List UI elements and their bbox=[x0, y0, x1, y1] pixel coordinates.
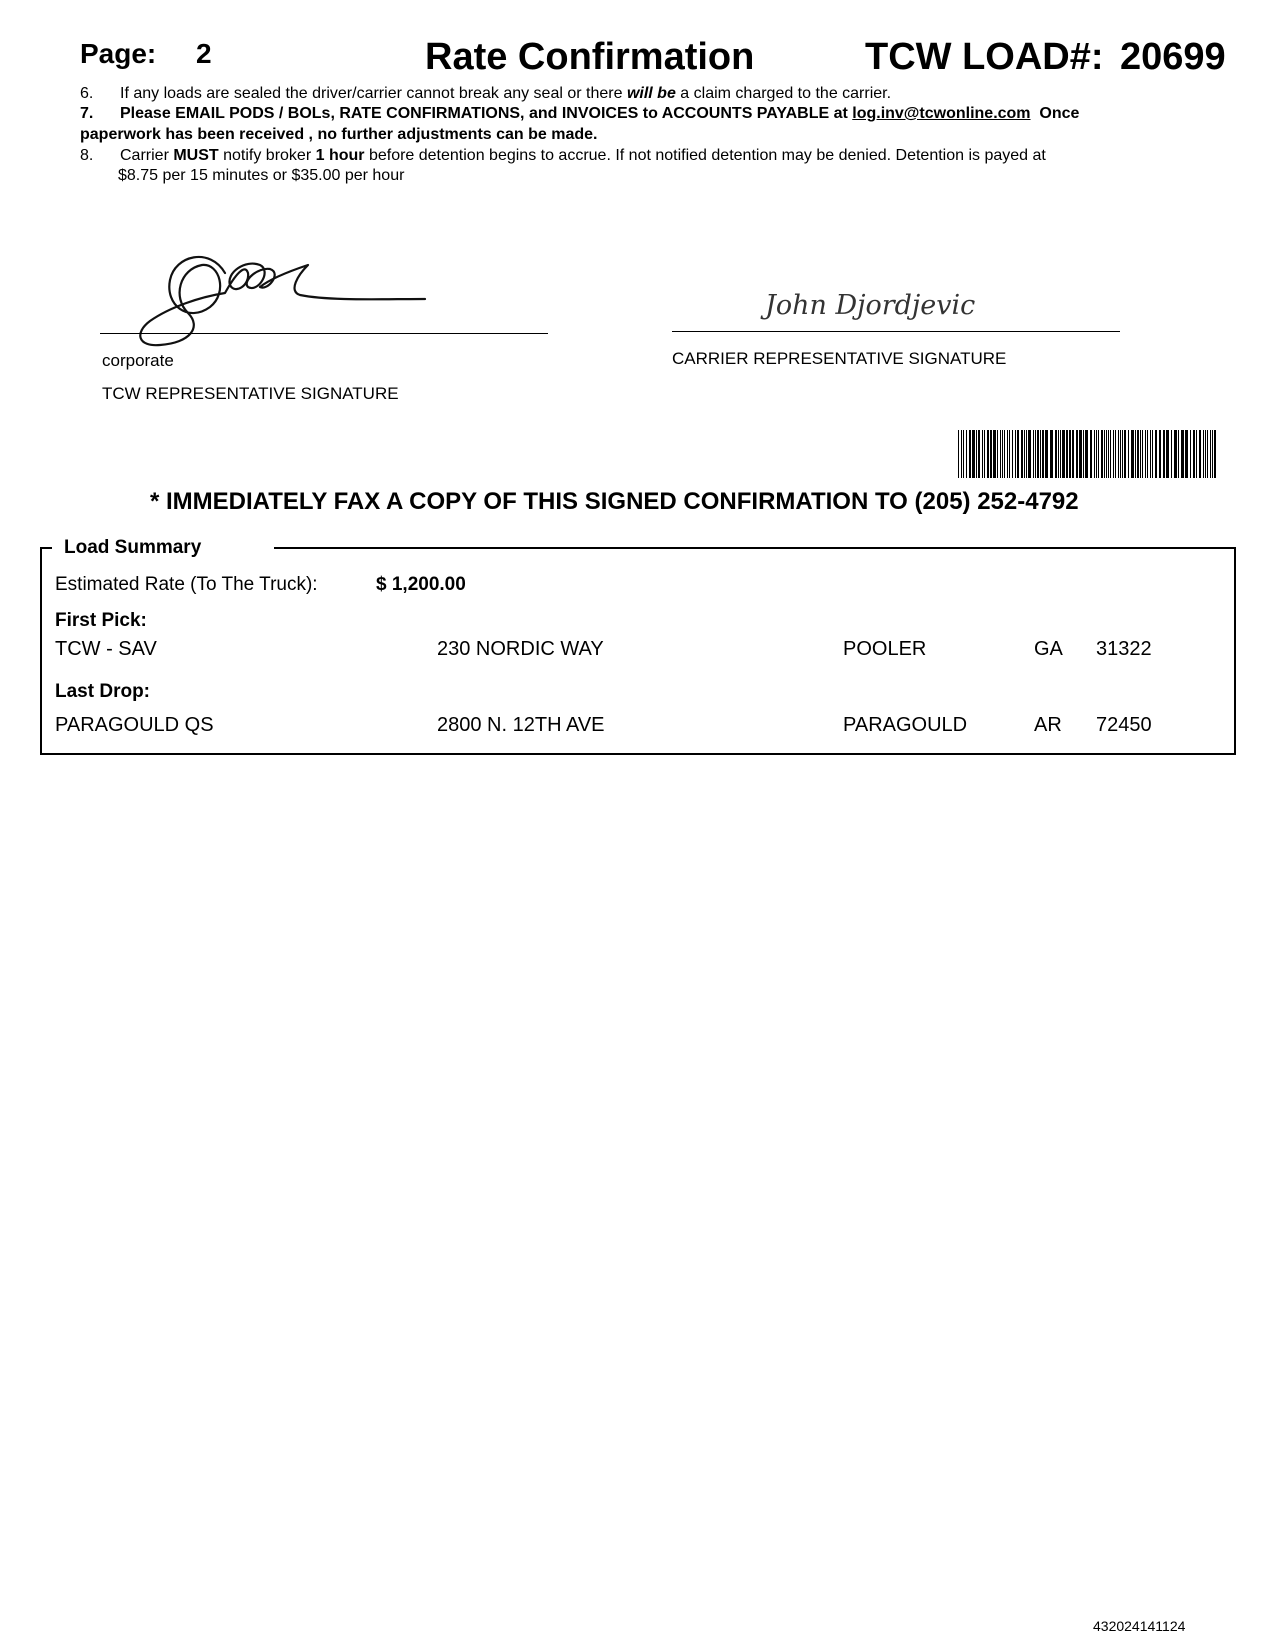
term-8-line2: $8.75 per 15 minutes or $35.00 per hour bbox=[118, 167, 405, 184]
term-8-text-b: notify broker bbox=[218, 147, 316, 164]
barcode-bar bbox=[1076, 430, 1078, 478]
barcode-bar bbox=[1009, 430, 1010, 478]
carrier-signature-label: CARRIER REPRESENTATIVE SIGNATURE bbox=[672, 349, 1007, 368]
barcode-bar bbox=[1055, 430, 1057, 478]
barcode-bar bbox=[1017, 430, 1019, 478]
term-7-number: 7. bbox=[80, 105, 94, 122]
first-pick-label: First Pick: bbox=[55, 610, 147, 631]
barcode-bar bbox=[1122, 430, 1123, 478]
barcode-bar bbox=[1050, 430, 1053, 478]
barcode-bar bbox=[1120, 430, 1121, 478]
barcode-bar bbox=[1190, 430, 1191, 478]
barcode-bar bbox=[1131, 430, 1134, 478]
barcode-bar bbox=[1118, 430, 1119, 478]
footer-document-code: 432024141124 bbox=[1093, 1618, 1186, 1634]
last-drop-city: PARAGOULD bbox=[843, 714, 968, 736]
barcode-bar bbox=[1137, 430, 1139, 478]
barcode-image bbox=[958, 430, 1220, 478]
term-8-number: 8. bbox=[80, 147, 94, 164]
barcode-bar bbox=[1069, 430, 1071, 478]
barcode-bar bbox=[1015, 430, 1016, 478]
barcode-bar bbox=[982, 430, 983, 478]
barcode-bar bbox=[1193, 430, 1195, 478]
term-7-text-b: Once bbox=[1030, 105, 1080, 122]
barcode-bar bbox=[1110, 430, 1111, 478]
term-6-text-b: a claim charged to the carrier. bbox=[675, 85, 892, 102]
carrier-signature-image: John Djordjevic bbox=[765, 290, 976, 321]
barcode-bar bbox=[1135, 430, 1136, 478]
barcode-bar bbox=[1106, 430, 1107, 478]
barcode-bar bbox=[1024, 430, 1025, 478]
barcode-bar bbox=[978, 430, 980, 478]
last-drop-name: PARAGOULD QS bbox=[55, 714, 214, 736]
barcode-bar bbox=[1026, 430, 1027, 478]
term-8-hour: 1 hour bbox=[315, 147, 365, 164]
barcode-bar bbox=[1012, 430, 1013, 478]
barcode-bar bbox=[1196, 430, 1197, 478]
barcode-bar bbox=[1098, 430, 1099, 478]
barcode-bar bbox=[1060, 430, 1061, 478]
barcode-bar bbox=[1101, 430, 1103, 478]
barcode-bar bbox=[1185, 430, 1188, 478]
barcode-bar bbox=[1021, 430, 1023, 478]
barcode-bar bbox=[1058, 430, 1059, 478]
barcode-bar bbox=[972, 430, 975, 478]
barcode-bar bbox=[1147, 430, 1148, 478]
barcode-bar bbox=[1207, 430, 1208, 478]
barcode-bar bbox=[1062, 430, 1065, 478]
barcode-bar bbox=[1042, 430, 1044, 478]
barcode-bar bbox=[1171, 430, 1172, 478]
barcode-bar bbox=[1150, 430, 1151, 478]
barcode-bar bbox=[1163, 430, 1165, 478]
barcode-bar bbox=[963, 430, 964, 478]
barcode-bar bbox=[1159, 430, 1161, 478]
page-label: Page: bbox=[80, 38, 157, 69]
barcode-bar bbox=[1210, 430, 1211, 478]
carrier-signature-line bbox=[672, 331, 1120, 332]
barcode-bar bbox=[1166, 430, 1169, 478]
term-6-emphasis: will be bbox=[626, 85, 676, 102]
term-6-text-a: If any loads are sealed the driver/carrier cannot break any seal or there bbox=[120, 85, 627, 102]
barcode-bar bbox=[1002, 430, 1003, 478]
barcode-bar bbox=[969, 430, 971, 478]
barcode-bar bbox=[984, 430, 985, 478]
barcode-bar bbox=[1140, 430, 1141, 478]
barcode-bar bbox=[966, 430, 967, 478]
barcode-bar bbox=[1094, 430, 1095, 478]
barcode-bar bbox=[976, 430, 977, 478]
load-number: 20699 bbox=[1120, 36, 1226, 78]
estimated-rate-label: Estimated Rate (To The Truck): bbox=[55, 574, 318, 595]
barcode-bar bbox=[1124, 430, 1126, 478]
barcode-bar bbox=[1178, 430, 1179, 478]
term-8-must: MUST bbox=[173, 147, 219, 164]
term-6-text bbox=[120, 84, 891, 104]
barcode-bar bbox=[990, 430, 992, 478]
barcode-bar bbox=[987, 430, 989, 478]
tcw-signature-line bbox=[100, 333, 548, 334]
barcode-bar bbox=[1090, 430, 1092, 478]
last-drop-state: AR bbox=[1034, 714, 1062, 736]
barcode-bar bbox=[1037, 430, 1039, 478]
barcode-bar bbox=[1104, 430, 1105, 478]
barcode-bar bbox=[1000, 430, 1001, 478]
barcode-bar bbox=[961, 430, 962, 478]
barcode-bar bbox=[1004, 430, 1005, 478]
barcode-bar bbox=[1033, 430, 1034, 478]
barcode-bar bbox=[1181, 430, 1184, 478]
barcode-bar bbox=[1066, 430, 1068, 478]
barcode-bar bbox=[997, 430, 998, 478]
load-summary-title: Load Summary bbox=[64, 537, 202, 558]
barcode-bar bbox=[1212, 430, 1213, 478]
first-pick-zip: 31322 bbox=[1096, 638, 1152, 660]
last-drop-address: 2800 N. 12TH AVE bbox=[437, 714, 605, 736]
last-drop-label: Last Drop: bbox=[55, 681, 150, 702]
term-7-text-a: Please EMAIL PODS / BOLs, RATE CONFIRMATIONS, and INVOICES to ACCOUNTS PAYABLE at bbox=[120, 105, 853, 122]
barcode-bar bbox=[1083, 430, 1084, 478]
barcode-bar bbox=[1155, 430, 1157, 478]
barcode-bar bbox=[1007, 430, 1008, 478]
first-pick-city: POOLER bbox=[843, 638, 927, 660]
term-7-text bbox=[120, 104, 1079, 124]
barcode-bar bbox=[1113, 430, 1114, 478]
barcode-bar bbox=[1214, 430, 1216, 478]
first-pick-address: 230 NORDIC WAY bbox=[437, 638, 604, 660]
barcode-bar bbox=[1115, 430, 1116, 478]
term-8-text bbox=[120, 146, 1046, 166]
barcode-bar bbox=[1174, 430, 1177, 478]
tcw-signature-label: TCW REPRESENTATIVE SIGNATURE bbox=[102, 384, 399, 403]
fax-notice: * IMMEDIATELY FAX A COPY OF THIS SIGNED CONFIRMATION TO (205) 252-4792 bbox=[150, 488, 1079, 515]
first-pick-state: GA bbox=[1034, 638, 1063, 660]
document-title: Rate Confirmation bbox=[425, 36, 755, 78]
barcode-bar bbox=[1096, 430, 1097, 478]
term-8-text-a: Carrier bbox=[120, 147, 174, 164]
barcode-bar bbox=[1045, 430, 1048, 478]
barcode-bar bbox=[1028, 430, 1031, 478]
term-8-text-c: before detention begins to accrue. If not notified detention may be denied. Detention is payed at bbox=[364, 147, 1046, 164]
estimated-rate-value: $ 1,200.00 bbox=[376, 574, 466, 595]
barcode-bar bbox=[1128, 430, 1129, 478]
barcode-bar bbox=[1072, 430, 1074, 478]
barcode-bar bbox=[1203, 430, 1204, 478]
accounts-payable-email-link[interactable]: log.inv@tcwonline.com bbox=[852, 105, 1031, 122]
barcode-bar bbox=[993, 430, 996, 478]
barcode-bar bbox=[1145, 430, 1146, 478]
barcode-bar bbox=[1152, 430, 1153, 478]
load-number-label: TCW LOAD#: bbox=[865, 36, 1104, 78]
first-pick-name: TCW - SAV bbox=[55, 638, 157, 660]
barcode-bar bbox=[1108, 430, 1109, 478]
barcode-bar bbox=[1205, 430, 1206, 478]
page-number: 2 bbox=[196, 38, 212, 69]
barcode-bar bbox=[958, 430, 959, 478]
barcode-bar bbox=[1199, 430, 1201, 478]
last-drop-zip: 72450 bbox=[1096, 714, 1152, 736]
barcode-bar bbox=[1142, 430, 1143, 478]
term-6-number: 6. bbox=[80, 85, 94, 102]
barcode-bar bbox=[1035, 430, 1036, 478]
barcode-bar bbox=[1079, 430, 1082, 478]
term-7-line2: paperwork has been received , no further adjustments can be made. bbox=[80, 126, 598, 143]
barcode-bar bbox=[1040, 430, 1041, 478]
tcw-signer-name: corporate bbox=[102, 351, 174, 370]
barcode-bar bbox=[1085, 430, 1088, 478]
